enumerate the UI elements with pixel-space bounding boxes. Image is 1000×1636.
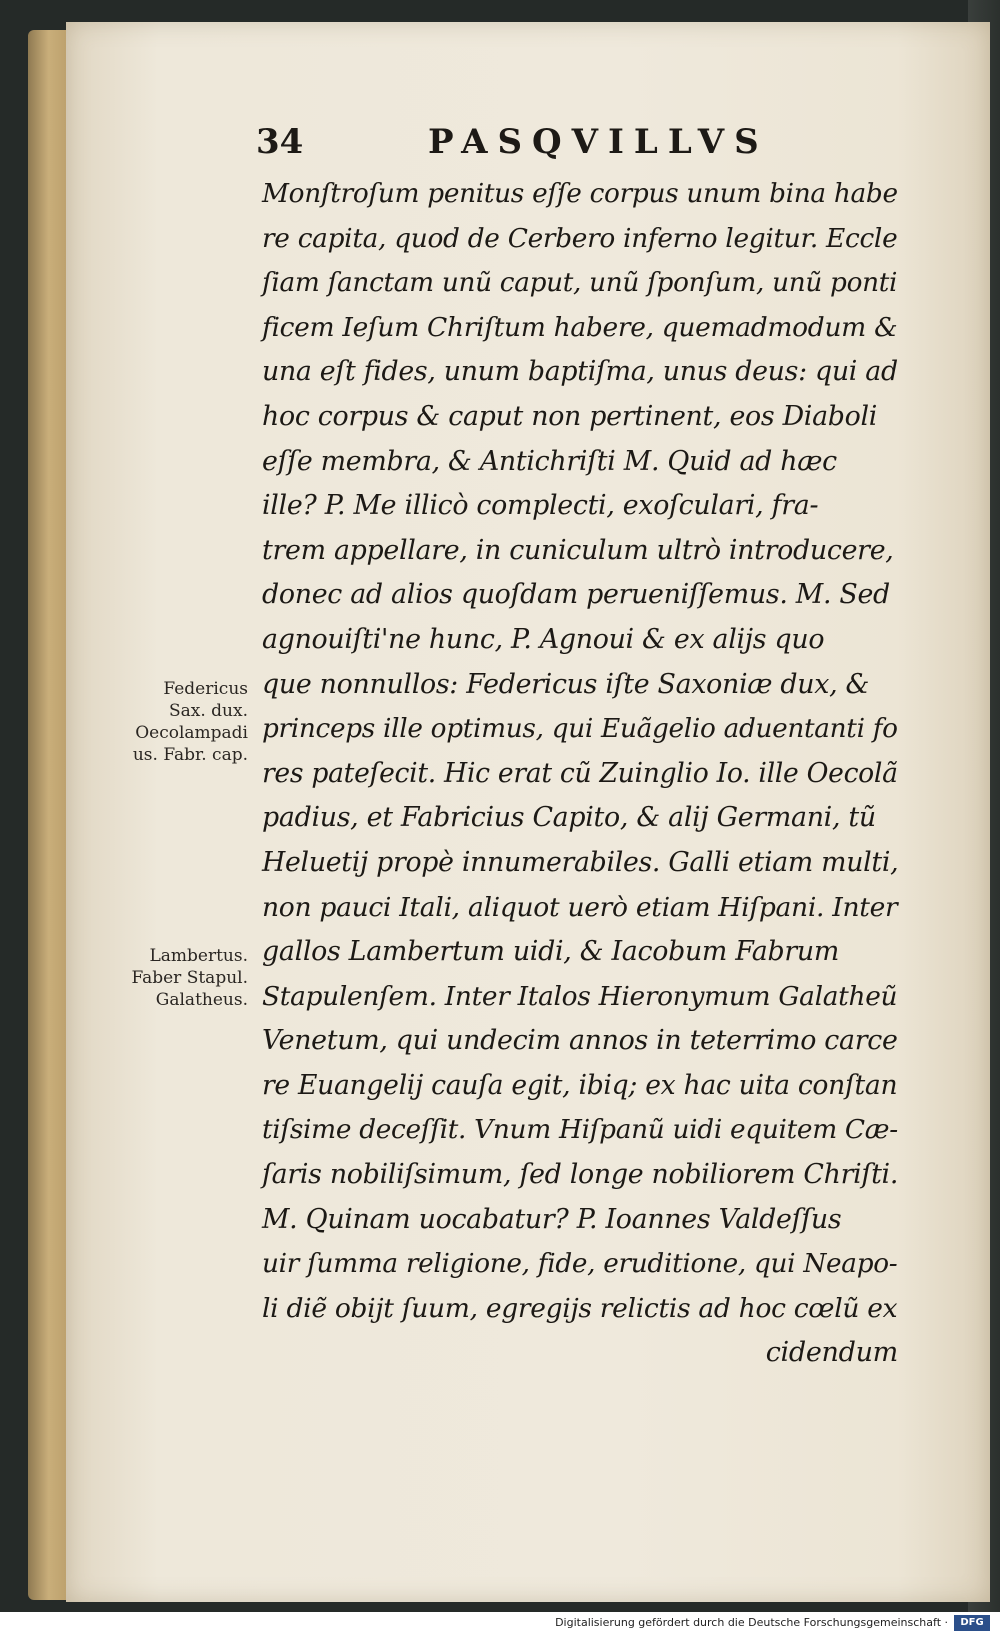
body-text — [262, 172, 902, 1376]
marginal-line: Faber Stapul. — [131, 968, 248, 988]
text-line: agnouiſti'ne hunc, P. Agnoui & ex alijs quo — [262, 623, 825, 655]
text-line: ficem Ieſum Chriſtum habere, quemadmodum & — [262, 311, 898, 343]
page-number: 34 — [256, 122, 304, 162]
dfg-logo-icon: DFG — [954, 1615, 990, 1631]
marginal-line: Federicus — [163, 679, 248, 699]
marginal-note-federicus — [133, 678, 248, 766]
text-line: ille? P. Me illicò complecti, exoſculari, fra- — [262, 490, 819, 522]
marginal-note-lambertus — [131, 945, 248, 1011]
text-line: eſſe membra, & Antichriſti M. Quid ad hæc — [262, 445, 837, 477]
text-line: tiſsime deceſſit. Vnum Hiſpanũ uidi equitem Cæ- — [262, 1115, 898, 1146]
text-line: gallos Lambertum uidi, & Iacobum Fabrum — [262, 936, 839, 968]
running-head — [256, 122, 816, 172]
text-line: Venetum, qui undecim annos in teterrimo carce — [262, 1025, 898, 1057]
footer-credit: Digitalisierung gefördert durch die Deutsche Forschungsgemeinschaft · — [555, 1616, 948, 1629]
text-line: M. Quinam uocabatur? P. Ioannes Valdeſſus — [262, 1203, 842, 1235]
marginal-line: us. Fabr. cap. — [132, 745, 248, 765]
text-line: res pateſecit. Hic erat cũ Zuinglio Io. ille Oecolã — [262, 757, 898, 789]
marginal-line: Oecolampadi — [135, 723, 248, 743]
marginal-line: Galatheus. — [155, 990, 248, 1010]
text-line: princeps ille optimus, qui Euãgelio aduentanti fo — [262, 714, 898, 745]
text-line: non pauci Itali, aliquot uerò etiam Hiſpani. Inter — [262, 891, 898, 923]
text-line: li diẽ obijt ſuum, egregijs relictis ad hoc cœlũ ex — [262, 1292, 898, 1324]
text-line: cidendum — [765, 1337, 898, 1369]
text-line: Stapulenſem. Inter Italos Hieronymum Galatheũ — [262, 980, 898, 1012]
running-title: PASQVILLVS — [428, 122, 769, 162]
text-line: re capita, quod de Cerbero inferno legitur. Eccle — [262, 223, 898, 254]
text-line: trem appellare, in cuniculum ultrò introducere, — [262, 534, 894, 566]
text-line: Heluetij propè innumerabiles. Galli etiam multi, — [262, 846, 899, 878]
text-line: ſiam ſanctam unũ caput, unũ ſponſum, unũ ponti — [262, 268, 898, 299]
text-line: una eſt fides, unum baptiſma, unus deus: qui ad — [262, 356, 898, 388]
text-line: re Euangelij cauſa egit, ibiq; ex hac uita conſtan — [262, 1069, 898, 1101]
text-line: uir ſumma religione, fide, eruditione, qui Neapo- — [262, 1249, 898, 1280]
footer-bar — [0, 1612, 1000, 1636]
text-line: donec ad alios quoſdam perueniſſemus. M. Sed — [262, 579, 890, 611]
marginal-line: Sax. dux. — [169, 701, 248, 721]
marginal-line: Lambertus. — [149, 946, 248, 966]
text-line: hoc corpus & caput non pertinent, eos Diaboli — [262, 400, 878, 432]
text-line: que nonnullos: Federicus iſte Saxoniæ dux, & — [262, 668, 870, 700]
text-line: Monſtroſum penitus eſſe corpus unum bina habe — [262, 179, 898, 209]
text-line: ſaris nobiliſsimum, ſed longe nobiliorem Chriſti. — [262, 1159, 899, 1191]
text-line: padius, et Fabricius Capito, & alij Germani, tũ — [262, 802, 876, 834]
